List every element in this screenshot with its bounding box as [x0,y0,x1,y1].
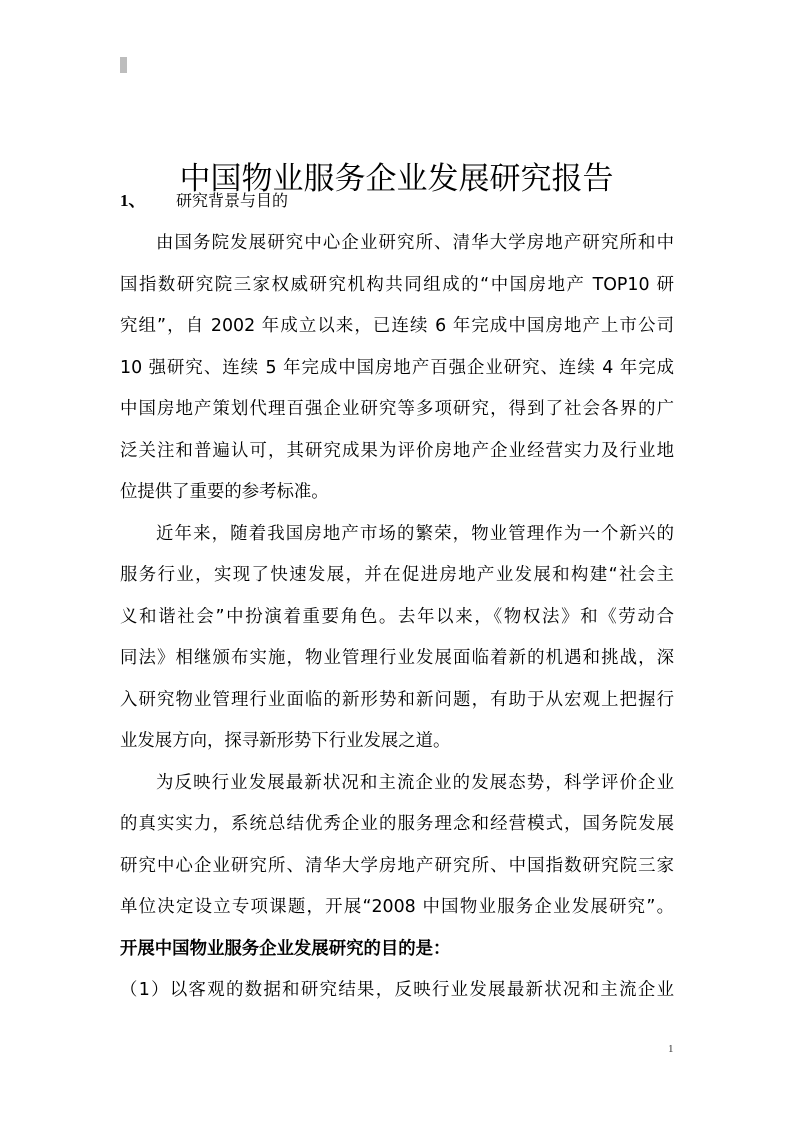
paragraph-line: （1）以客观的数据和研究结果，反映行业发展最新状况和主流企业 [120,980,674,1000]
document-body [120,226,674,1015]
section-heading [120,188,288,214]
paragraph-line: 入研究物业管理行业面临的新形势和新问题，有助于从宏观上把握行 [120,689,674,710]
paragraph-line: 究组”，自 2002 年成立以来，已连续 6 年完成中国房地产上市公司 [120,316,674,336]
section-heading-text: 研究背景与目的 [176,191,289,210]
paragraph-line: 近年来，随着我国房地产市场的繁荣，物业管理作为一个新兴的 [156,523,674,544]
paragraph-line: 同法》相继颁布实施，物业管理行业发展面临着新的机遇和挑战，深 [120,648,674,668]
paragraph-line: 位提供了重要的参考标准。 [120,482,329,502]
paragraph-line: 的真实实力，系统总结优秀企业的服务理念和经营模式，国务院发展 [120,814,674,834]
paragraph-line: 为反映行业发展最新状况和主流企业的发展态势，科学评价企业 [156,772,674,793]
bold-subheading-line: 开展中国物业服务企业发展研究的目的是： [120,938,451,959]
section-number: 1、 [120,191,146,210]
paragraph-line: 国指数研究院三家权威研究机构共同组成的“中国房地产 TOP10 研 [120,274,674,295]
paragraph-line: 业发展方向，探寻新形势下行业发展之道。 [120,731,451,751]
paragraph-line: 单位决定设立专项课题，开展“2008 中国物业服务企业发展研究”。 [120,897,674,917]
paragraph-line: 10 强研究、连续 5 年完成中国房地产百强企业研究、连续 4 年完成 [120,357,674,378]
paragraph-line: 泛关注和普遍认可，其研究成果为评价房地产企业经营实力及行业地 [120,440,674,461]
paragraph-line: 中国房地产策划代理百强企业研究等多项研究，得到了社会各界的广 [120,399,674,419]
paragraph-line: 服务行业，实现了快速发展，并在促进房地产业发展和构建“社会主 [120,565,674,585]
paragraph-line: 由国务院发展研究中心企业研究所、清华大学房地产研究所和中 [156,233,674,253]
page-number: 1 [668,1043,674,1055]
text-cursor-marker [120,57,127,73]
paragraph-line: 研究中心企业研究所、清华大学房地产研究所、中国指数研究院三家 [120,855,674,876]
paragraph-line: 义和谐社会”中扮演着重要角色。去年以来，《物权法》和《劳动合 [120,606,674,627]
document-title: 中国物业服务企业发展研究报告 [179,160,614,197]
